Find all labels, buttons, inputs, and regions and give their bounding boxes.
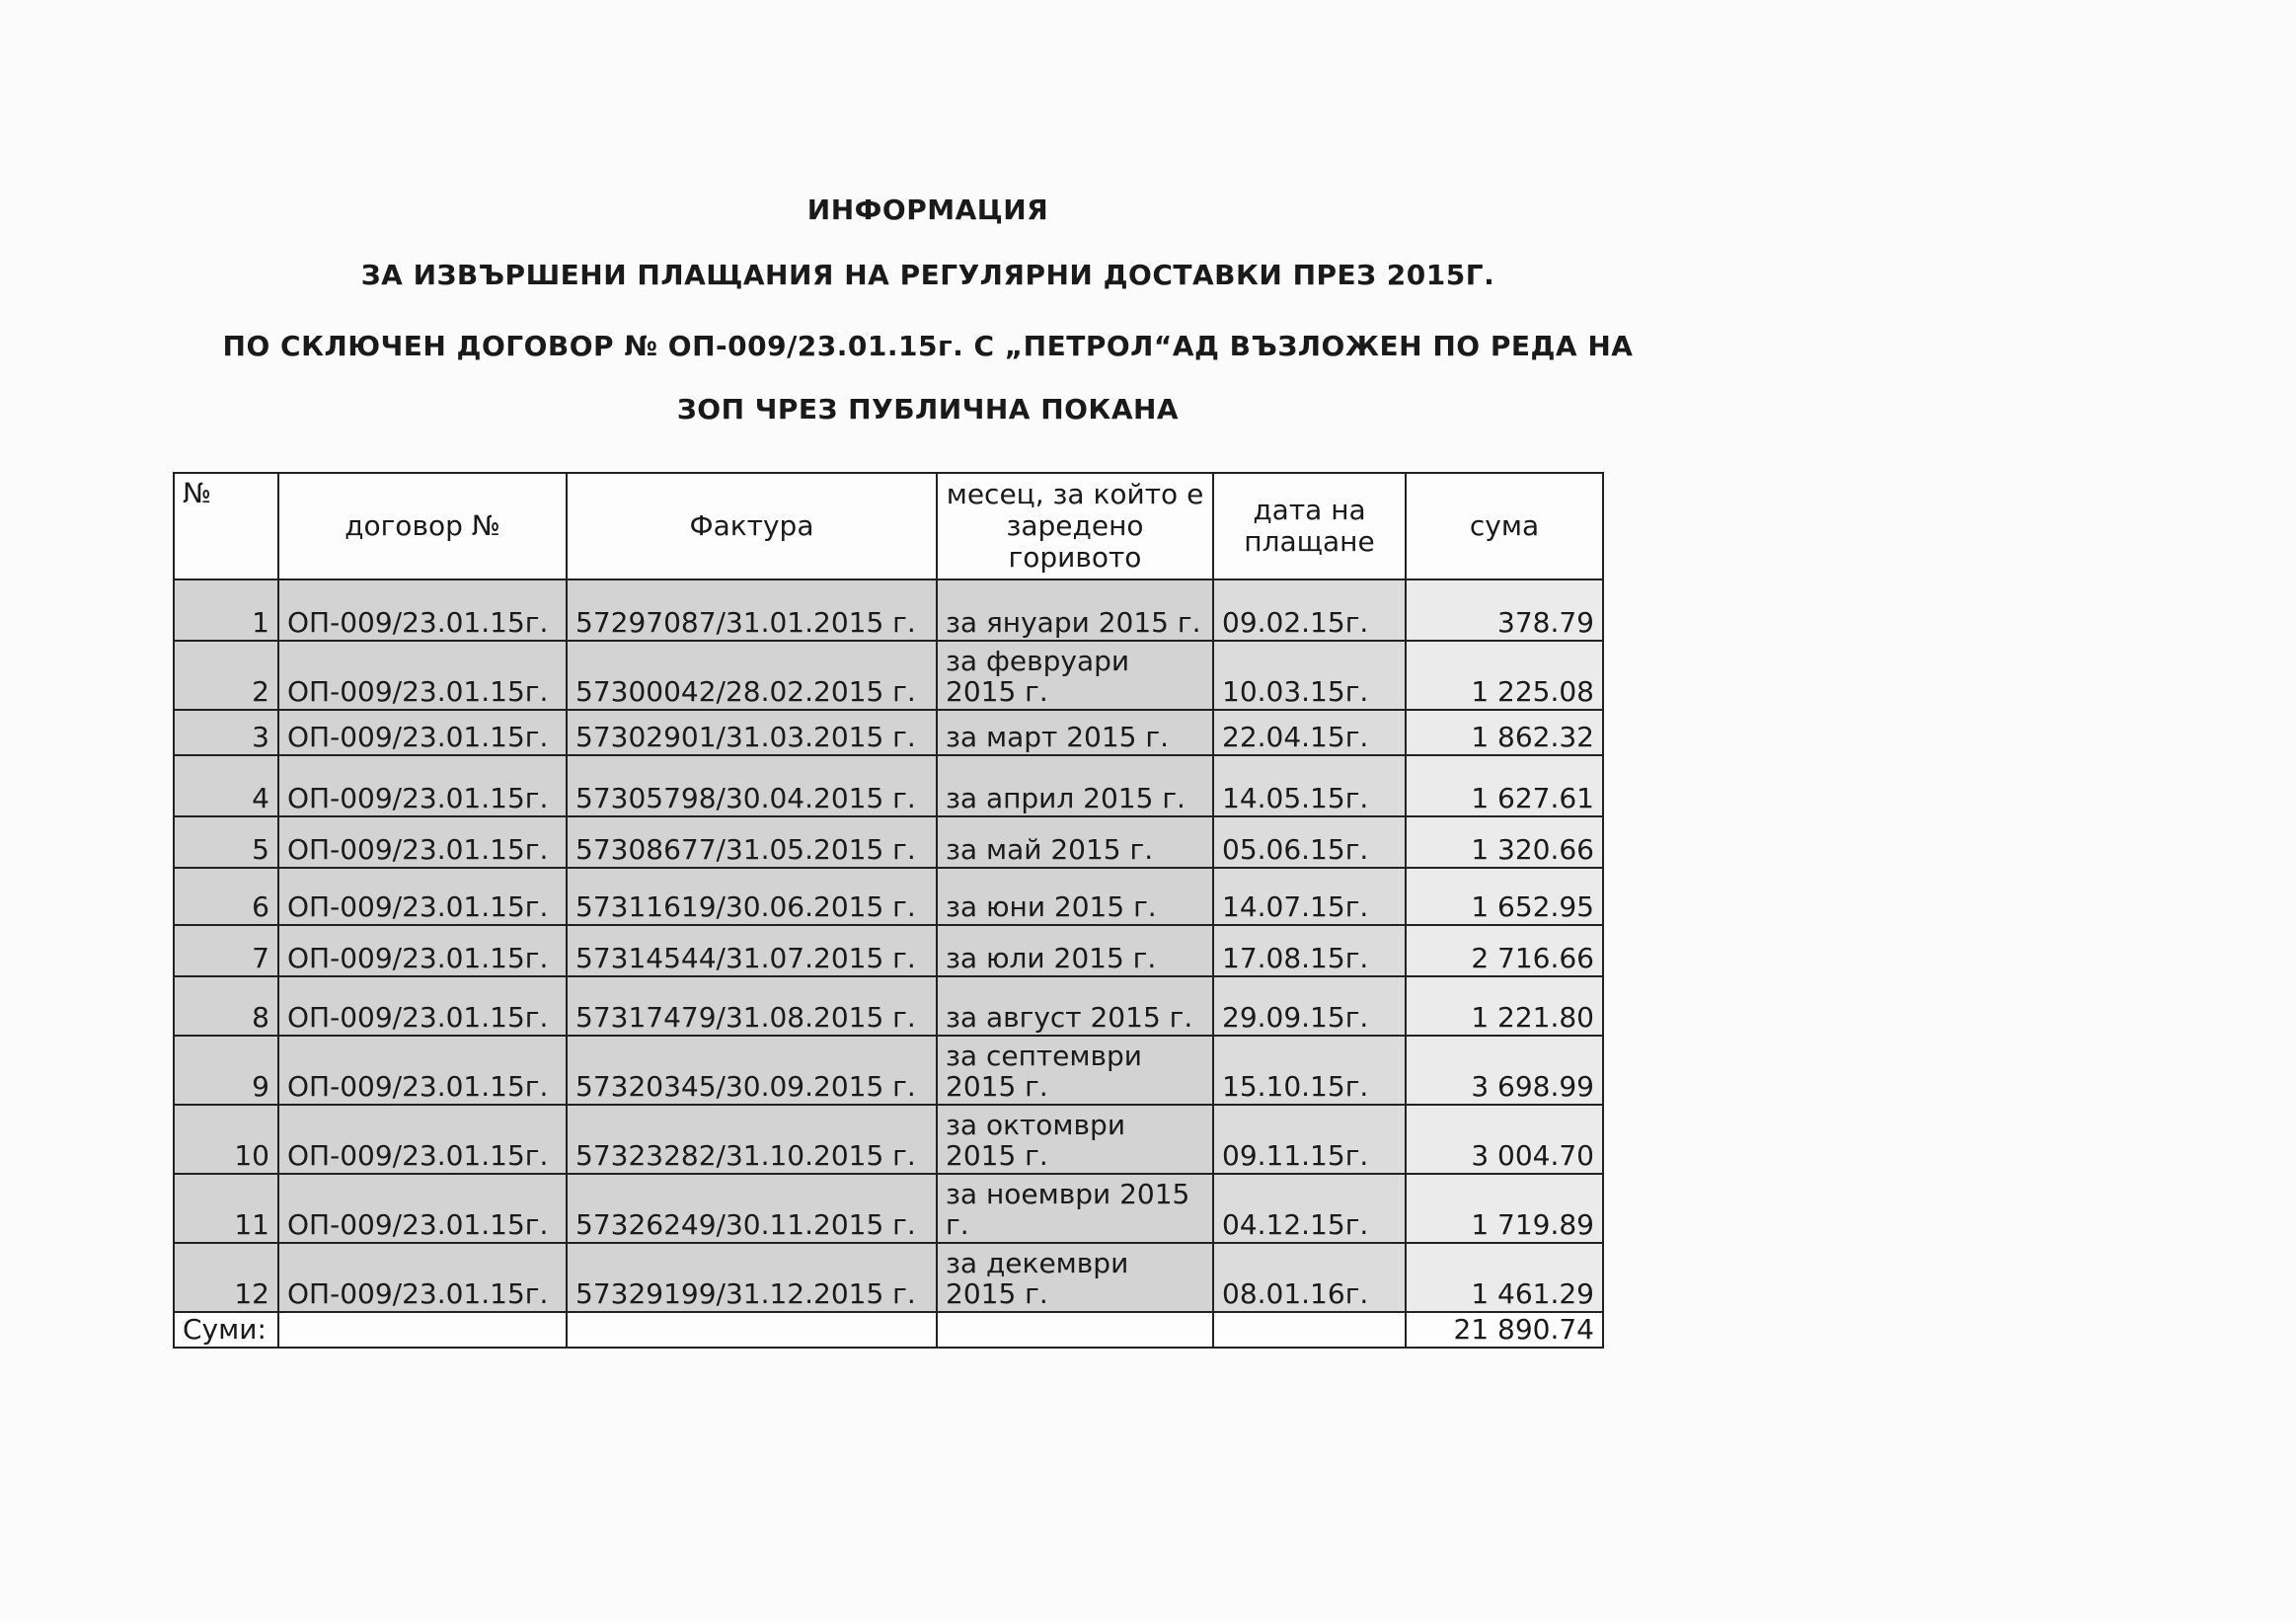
cell-contract: ОП-009/23.01.15г. xyxy=(278,868,567,925)
cell-number: 1 xyxy=(174,579,278,641)
header-number: № xyxy=(174,473,278,579)
payments-table xyxy=(173,472,1604,1349)
cell-invoice: 57329199/31.12.2015 г. xyxy=(567,1243,937,1312)
cell-sum: 1 719.89 xyxy=(1406,1174,1603,1243)
cell-invoice: 57311619/30.06.2015 г. xyxy=(567,868,937,925)
totals-row xyxy=(174,1312,1603,1348)
cell-number: 9 xyxy=(174,1036,278,1105)
cell-sum: 1 461.29 xyxy=(1406,1243,1603,1312)
cell-number: 5 xyxy=(174,816,278,868)
totals-label: Суми: xyxy=(174,1312,278,1348)
table-row xyxy=(174,641,1603,710)
cell-month: за март 2015 г. xyxy=(937,710,1213,755)
cell-sum: 378.79 xyxy=(1406,579,1603,641)
table-header-row xyxy=(174,473,1603,579)
table-row xyxy=(174,925,1603,976)
cell-sum: 2 716.66 xyxy=(1406,925,1603,976)
totals-empty-cell xyxy=(278,1312,567,1348)
cell-month: за август 2015 г. xyxy=(937,976,1213,1036)
cell-month: за октомври 2015 г. xyxy=(937,1105,1213,1174)
cell-month: за юли 2015 г. xyxy=(937,925,1213,976)
document-title: ИНФОРМАЦИЯ xyxy=(806,193,1049,226)
cell-payment-date: 08.01.16г. xyxy=(1213,1243,1406,1312)
table-row xyxy=(174,1243,1603,1312)
cell-number: 8 xyxy=(174,976,278,1036)
cell-contract: ОП-009/23.01.15г. xyxy=(278,579,567,641)
totals-empty-cell xyxy=(937,1312,1213,1348)
cell-sum: 1 320.66 xyxy=(1406,816,1603,868)
cell-number: 6 xyxy=(174,868,278,925)
document-subtitle-line-1: ЗА ИЗВЪРШЕНИ ПЛАЩАНИЯ НА РЕГУЛЯРНИ ДОСТАВКИ ПРЕЗ 2015Г. xyxy=(360,259,1495,291)
table-row xyxy=(174,976,1603,1036)
cell-number: 7 xyxy=(174,925,278,976)
cell-contract: ОП-009/23.01.15г. xyxy=(278,641,567,710)
totals-empty-cell xyxy=(567,1312,937,1348)
cell-payment-date: 10.03.15г. xyxy=(1213,641,1406,710)
header-month: месец, за който е заредено горивото xyxy=(937,473,1213,579)
cell-invoice: 57300042/28.02.2015 г. xyxy=(567,641,937,710)
document-subtitle-line-3: ЗОП ЧРЕЗ ПУБЛИЧНА ПОКАНА xyxy=(676,393,1180,425)
header-sum: сума xyxy=(1406,473,1603,579)
cell-payment-date: 09.02.15г. xyxy=(1213,579,1406,641)
cell-month: за декември 2015 г. xyxy=(937,1243,1213,1312)
cell-sum: 1 221.80 xyxy=(1406,976,1603,1036)
cell-invoice: 57326249/30.11.2015 г. xyxy=(567,1174,937,1243)
cell-payment-date: 15.10.15г. xyxy=(1213,1036,1406,1105)
cell-invoice: 57314544/31.07.2015 г. xyxy=(567,925,937,976)
cell-contract: ОП-009/23.01.15г. xyxy=(278,1036,567,1105)
cell-sum: 3 004.70 xyxy=(1406,1105,1603,1174)
cell-month: за февруари 2015 г. xyxy=(937,641,1213,710)
table-row xyxy=(174,816,1603,868)
cell-number: 2 xyxy=(174,641,278,710)
cell-contract: ОП-009/23.01.15г. xyxy=(278,925,567,976)
cell-number: 4 xyxy=(174,755,278,816)
cell-invoice: 57297087/31.01.2015 г. xyxy=(567,579,937,641)
cell-month: за юни 2015 г. xyxy=(937,868,1213,925)
cell-invoice: 57308677/31.05.2015 г. xyxy=(567,816,937,868)
cell-payment-date: 17.08.15г. xyxy=(1213,925,1406,976)
cell-contract: ОП-009/23.01.15г. xyxy=(278,976,567,1036)
cell-sum: 1 627.61 xyxy=(1406,755,1603,816)
table-row xyxy=(174,868,1603,925)
cell-sum: 3 698.99 xyxy=(1406,1036,1603,1105)
cell-sum: 1 225.08 xyxy=(1406,641,1603,710)
cell-month: за септември 2015 г. xyxy=(937,1036,1213,1105)
totals-sum: 21 890.74 xyxy=(1406,1312,1603,1348)
header-contract: договор № xyxy=(278,473,567,579)
cell-invoice: 57317479/31.08.2015 г. xyxy=(567,976,937,1036)
cell-contract: ОП-009/23.01.15г. xyxy=(278,1174,567,1243)
table-row xyxy=(174,710,1603,755)
header-payment-date: дата на плащане xyxy=(1213,473,1406,579)
cell-payment-date: 04.12.15г. xyxy=(1213,1174,1406,1243)
cell-invoice: 57305798/30.04.2015 г. xyxy=(567,755,937,816)
cell-month: за април 2015 г. xyxy=(937,755,1213,816)
table-row xyxy=(174,1036,1603,1105)
cell-number: 12 xyxy=(174,1243,278,1312)
table-row xyxy=(174,1174,1603,1243)
table-row xyxy=(174,755,1603,816)
cell-month: за януари 2015 г. xyxy=(937,579,1213,641)
cell-payment-date: 14.05.15г. xyxy=(1213,755,1406,816)
cell-payment-date: 29.09.15г. xyxy=(1213,976,1406,1036)
cell-invoice: 57323282/31.10.2015 г. xyxy=(567,1105,937,1174)
cell-contract: ОП-009/23.01.15г. xyxy=(278,1243,567,1312)
document-subtitle-line-2: ПО СКЛЮЧЕН ДОГОВОР № ОП-009/23.01.15г. С „ПЕТРОЛ“АД ВЪЗЛОЖЕН ПО РЕДА НА xyxy=(222,330,1634,362)
totals-empty-cell xyxy=(1213,1312,1406,1348)
table-row xyxy=(174,1105,1603,1174)
cell-contract: ОП-009/23.01.15г. xyxy=(278,1105,567,1174)
cell-invoice: 57302901/31.03.2015 г. xyxy=(567,710,937,755)
cell-invoice: 57320345/30.09.2015 г. xyxy=(567,1036,937,1105)
cell-number: 11 xyxy=(174,1174,278,1243)
cell-number: 3 xyxy=(174,710,278,755)
cell-month: за май 2015 г. xyxy=(937,816,1213,868)
cell-payment-date: 09.11.15г. xyxy=(1213,1105,1406,1174)
cell-month: за ноември 2015 г. xyxy=(937,1174,1213,1243)
table-row xyxy=(174,579,1603,641)
header-invoice: Фактура xyxy=(567,473,937,579)
cell-contract: ОП-009/23.01.15г. xyxy=(278,755,567,816)
cell-number: 10 xyxy=(174,1105,278,1174)
cell-sum: 1 862.32 xyxy=(1406,710,1603,755)
cell-contract: ОП-009/23.01.15г. xyxy=(278,710,567,755)
cell-payment-date: 05.06.15г. xyxy=(1213,816,1406,868)
cell-payment-date: 14.07.15г. xyxy=(1213,868,1406,925)
cell-sum: 1 652.95 xyxy=(1406,868,1603,925)
cell-contract: ОП-009/23.01.15г. xyxy=(278,816,567,868)
cell-payment-date: 22.04.15г. xyxy=(1213,710,1406,755)
